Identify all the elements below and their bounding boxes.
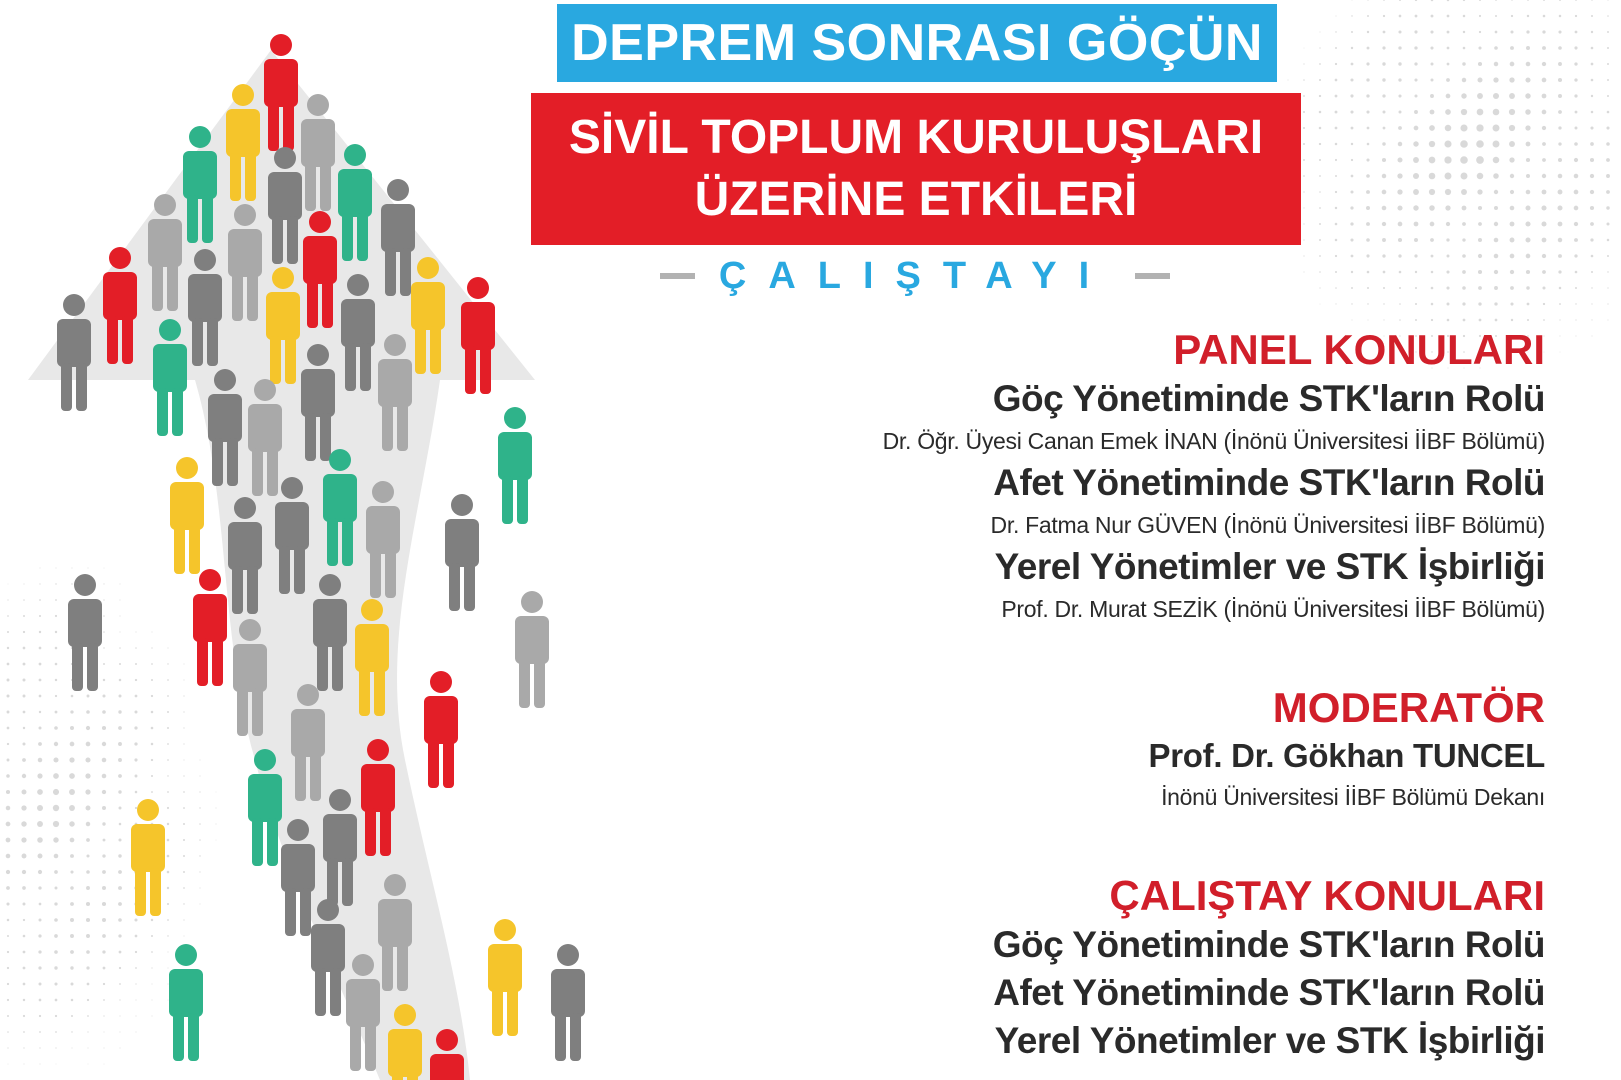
- title-banner-red: [531, 93, 1301, 245]
- panel-speaker-1: Dr. Öğr. Üyesi Canan Emek İNAN (İnönü Üniversitesi İİBF Bölümü): [882, 428, 1545, 454]
- person-figure: [131, 799, 165, 916]
- workshop-topic-1: Göç Yönetiminde STK'ların Rolü: [992, 924, 1545, 965]
- person-figure: [169, 944, 203, 1061]
- divider-left: [660, 273, 695, 279]
- title-line-1: DEPREM SONRASI GÖÇÜN: [571, 14, 1263, 72]
- person-figure: [445, 494, 479, 611]
- moderator-title: İnönü Üniversitesi İİBF Bölümü Dekanı: [1161, 784, 1545, 810]
- subtitle: ÇALIŞTAYI: [718, 254, 1112, 297]
- title-line-2: SİVİL TOPLUM KURULUŞLARI: [568, 111, 1264, 164]
- moderator-heading: MODERATÖR: [1272, 684, 1545, 731]
- panel-topic-1: Göç Yönetiminde STK'ların Rolü: [992, 378, 1545, 419]
- person-figure: [170, 457, 204, 574]
- panel-topic-2: Afet Yönetiminde STK'ların Rolü: [993, 462, 1545, 503]
- moderator-name: Prof. Dr. Gökhan TUNCEL: [1148, 737, 1545, 774]
- person-figure: [515, 591, 549, 708]
- panel-heading: PANEL KONULARI: [1173, 326, 1545, 373]
- program-column: [545, 325, 1545, 1065]
- person-figure: [68, 574, 102, 691]
- panel-speaker-3: Prof. Dr. Murat SEZİK (İnönü Üniversitesi İİBF Bölümü): [1001, 596, 1545, 622]
- divider-right: [1135, 273, 1170, 279]
- workshop-topic-2: Afet Yönetiminde STK'ların Rolü: [993, 972, 1545, 1013]
- title-banner-blue: [557, 4, 1277, 82]
- person-figure: [488, 919, 522, 1036]
- panel-speaker-2: Dr. Fatma Nur GÜVEN (İnönü Üniversitesi İİBF Bölümü): [990, 512, 1545, 538]
- person-figure: [498, 407, 532, 524]
- workshop-topic-3: Yerel Yönetimler ve STK İşbirliği: [994, 1020, 1545, 1061]
- panel-topic-3: Yerel Yönetimler ve STK İşbirliği: [994, 546, 1545, 587]
- person-figure: [193, 569, 227, 686]
- title-line-3: ÜZERİNE ETKİLERİ: [694, 173, 1138, 226]
- subtitle-row: [660, 256, 1170, 296]
- person-figure: [424, 671, 458, 788]
- workshop-heading: ÇALIŞTAY KONULARI: [1109, 872, 1545, 919]
